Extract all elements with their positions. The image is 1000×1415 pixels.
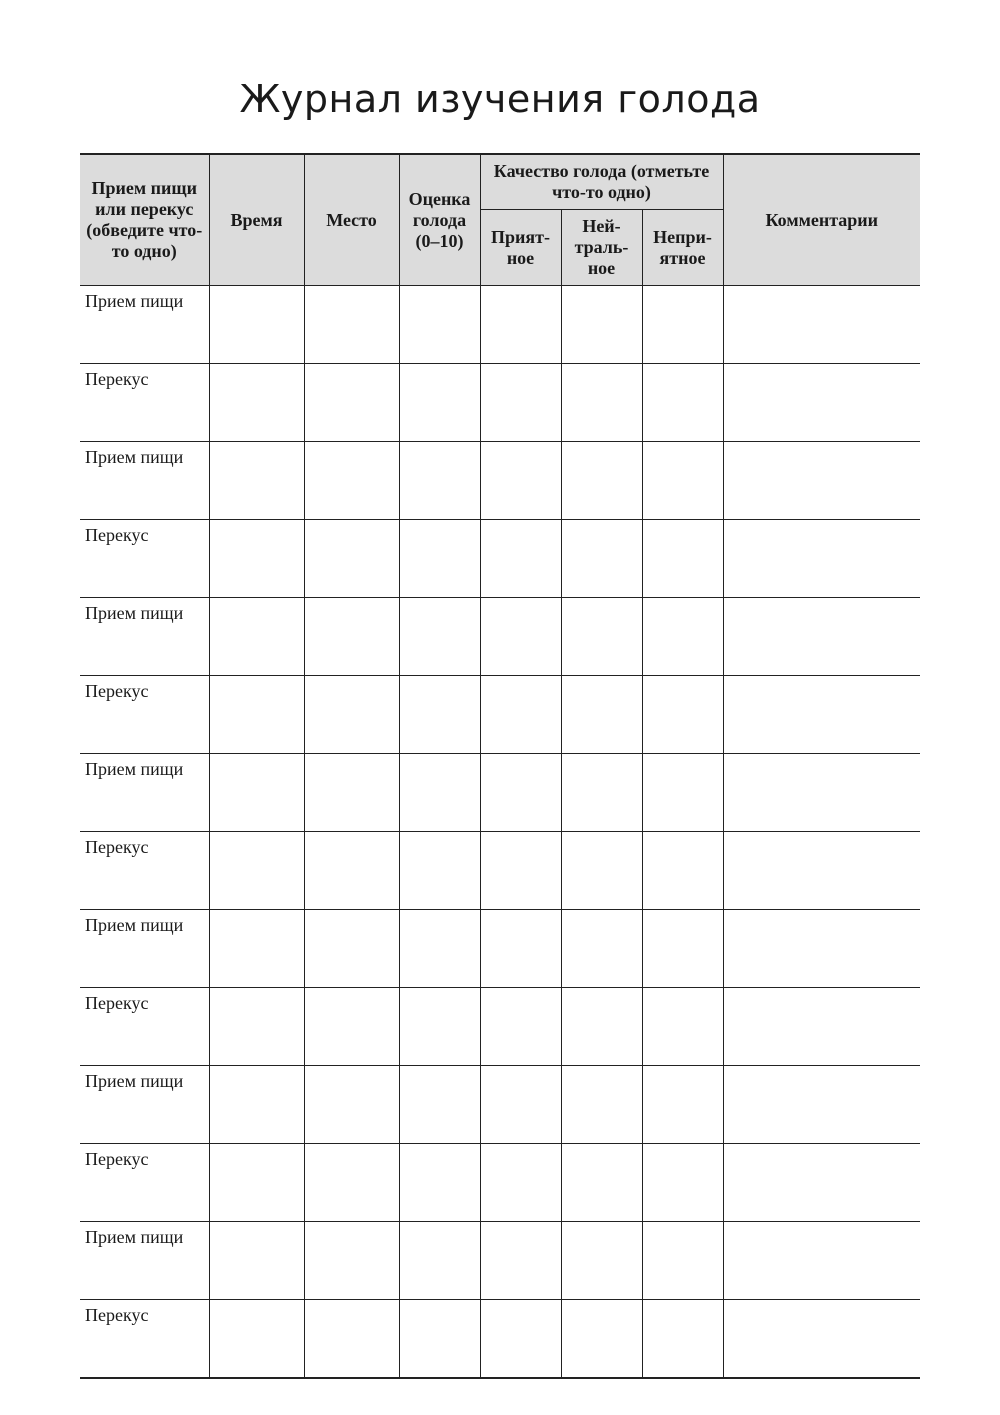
- rating-cell[interactable]: [399, 286, 480, 364]
- place-cell[interactable]: [304, 988, 399, 1066]
- table-row: [80, 1066, 920, 1144]
- header-meal-or-snack: Прием пищи или перекус (обведите что-то одно): [80, 154, 209, 286]
- comments-cell[interactable]: [723, 910, 920, 988]
- meal-type-cell: Прием пищи: [80, 1066, 209, 1144]
- rating-cell[interactable]: [399, 910, 480, 988]
- time-cell[interactable]: [209, 676, 304, 754]
- rating-cell[interactable]: [399, 988, 480, 1066]
- comments-cell[interactable]: [723, 676, 920, 754]
- meal-type-cell: Прием пищи: [80, 754, 209, 832]
- meal-type-cell: Перекус: [80, 520, 209, 598]
- header-pleasant: Прият-ное: [480, 210, 561, 286]
- place-cell[interactable]: [304, 1222, 399, 1300]
- place-cell[interactable]: [304, 1144, 399, 1222]
- table-row: [80, 1300, 920, 1379]
- table-row: [80, 832, 920, 910]
- time-cell[interactable]: [209, 754, 304, 832]
- comments-cell[interactable]: [723, 988, 920, 1066]
- pleasant-cell[interactable]: [480, 1222, 561, 1300]
- comments-cell[interactable]: [723, 1222, 920, 1300]
- place-cell[interactable]: [304, 364, 399, 442]
- time-cell[interactable]: [209, 364, 304, 442]
- meal-type-cell: Перекус: [80, 832, 209, 910]
- rating-cell[interactable]: [399, 598, 480, 676]
- comments-cell[interactable]: [723, 1144, 920, 1222]
- unpleasant-cell[interactable]: [642, 910, 723, 988]
- comments-cell[interactable]: [723, 286, 920, 364]
- rating-cell[interactable]: [399, 1144, 480, 1222]
- time-cell[interactable]: [209, 1144, 304, 1222]
- time-cell[interactable]: [209, 832, 304, 910]
- neutral-cell[interactable]: [561, 1144, 642, 1222]
- header-time: Время: [209, 154, 304, 286]
- place-cell[interactable]: [304, 598, 399, 676]
- log-body: [80, 286, 920, 1379]
- time-cell[interactable]: [209, 442, 304, 520]
- rating-cell[interactable]: [399, 754, 480, 832]
- rating-cell[interactable]: [399, 1300, 480, 1379]
- pleasant-cell[interactable]: [480, 676, 561, 754]
- time-cell[interactable]: [209, 598, 304, 676]
- place-cell[interactable]: [304, 754, 399, 832]
- table-row: [80, 1222, 920, 1300]
- unpleasant-cell[interactable]: [642, 520, 723, 598]
- pleasant-cell[interactable]: [480, 442, 561, 520]
- pleasant-cell[interactable]: [480, 520, 561, 598]
- rating-cell[interactable]: [399, 442, 480, 520]
- meal-type-cell: Перекус: [80, 988, 209, 1066]
- unpleasant-cell[interactable]: [642, 442, 723, 520]
- meal-type-cell: Перекус: [80, 364, 209, 442]
- comments-cell[interactable]: [723, 442, 920, 520]
- rating-cell[interactable]: [399, 520, 480, 598]
- place-cell[interactable]: [304, 1300, 399, 1379]
- table-row: [80, 286, 920, 364]
- neutral-cell[interactable]: [561, 832, 642, 910]
- meal-type-cell: Прием пищи: [80, 598, 209, 676]
- unpleasant-cell[interactable]: [642, 754, 723, 832]
- header-hunger-rating: Оценка голода (0–10): [399, 154, 480, 286]
- table-row: [80, 364, 920, 442]
- rating-cell[interactable]: [399, 832, 480, 910]
- unpleasant-cell[interactable]: [642, 676, 723, 754]
- neutral-cell[interactable]: [561, 1066, 642, 1144]
- table-row: [80, 520, 920, 598]
- pleasant-cell[interactable]: [480, 364, 561, 442]
- place-cell[interactable]: [304, 1066, 399, 1144]
- comments-cell[interactable]: [723, 364, 920, 442]
- header-neutral: Ней-траль-ное: [561, 210, 642, 286]
- comments-cell[interactable]: [723, 832, 920, 910]
- unpleasant-cell[interactable]: [642, 988, 723, 1066]
- pleasant-cell[interactable]: [480, 754, 561, 832]
- table-row: [80, 442, 920, 520]
- time-cell[interactable]: [209, 988, 304, 1066]
- place-cell[interactable]: [304, 910, 399, 988]
- unpleasant-cell[interactable]: [642, 832, 723, 910]
- rating-cell[interactable]: [399, 1222, 480, 1300]
- meal-type-cell: Прием пищи: [80, 1222, 209, 1300]
- unpleasant-cell[interactable]: [642, 1300, 723, 1379]
- table-row: [80, 910, 920, 988]
- table-row: [80, 754, 920, 832]
- comments-cell[interactable]: [723, 754, 920, 832]
- header-comments: Комментарии: [723, 154, 920, 286]
- unpleasant-cell[interactable]: [642, 364, 723, 442]
- pleasant-cell[interactable]: [480, 910, 561, 988]
- comments-cell[interactable]: [723, 1300, 920, 1379]
- page-title: Журнал изучения голода: [239, 77, 761, 121]
- header-unpleasant: Непри-ятное: [642, 210, 723, 286]
- table-row: [80, 1144, 920, 1222]
- table-row: [80, 598, 920, 676]
- table-row: [80, 676, 920, 754]
- neutral-cell[interactable]: [561, 520, 642, 598]
- neutral-cell[interactable]: [561, 676, 642, 754]
- time-cell[interactable]: [209, 520, 304, 598]
- pleasant-cell[interactable]: [480, 1300, 561, 1379]
- place-cell[interactable]: [304, 442, 399, 520]
- comments-cell[interactable]: [723, 598, 920, 676]
- header-place: Место: [304, 154, 399, 286]
- rating-cell[interactable]: [399, 1066, 480, 1144]
- comments-cell[interactable]: [723, 520, 920, 598]
- time-cell[interactable]: [209, 1300, 304, 1379]
- rating-cell[interactable]: [399, 676, 480, 754]
- place-cell[interactable]: [304, 832, 399, 910]
- pleasant-cell[interactable]: [480, 988, 561, 1066]
- unpleasant-cell[interactable]: [642, 598, 723, 676]
- hunger-log-table: [80, 153, 920, 1379]
- neutral-cell[interactable]: [561, 598, 642, 676]
- meal-type-cell: Перекус: [80, 1300, 209, 1379]
- unpleasant-cell[interactable]: [642, 1222, 723, 1300]
- time-cell[interactable]: [209, 286, 304, 364]
- neutral-cell[interactable]: [561, 988, 642, 1066]
- pleasant-cell[interactable]: [480, 286, 561, 364]
- neutral-cell[interactable]: [561, 286, 642, 364]
- unpleasant-cell[interactable]: [642, 286, 723, 364]
- rating-cell[interactable]: [399, 364, 480, 442]
- pleasant-cell[interactable]: [480, 1144, 561, 1222]
- neutral-cell[interactable]: [561, 364, 642, 442]
- place-cell[interactable]: [304, 286, 399, 364]
- table-row: [80, 988, 920, 1066]
- pleasant-cell[interactable]: [480, 832, 561, 910]
- neutral-cell[interactable]: [561, 910, 642, 988]
- neutral-cell[interactable]: [561, 754, 642, 832]
- unpleasant-cell[interactable]: [642, 1066, 723, 1144]
- place-cell[interactable]: [304, 676, 399, 754]
- time-cell[interactable]: [209, 1222, 304, 1300]
- neutral-cell[interactable]: [561, 1222, 642, 1300]
- time-cell[interactable]: [209, 910, 304, 988]
- pleasant-cell[interactable]: [480, 598, 561, 676]
- pleasant-cell[interactable]: [480, 1066, 561, 1144]
- meal-type-cell: Прием пищи: [80, 442, 209, 520]
- place-cell[interactable]: [304, 520, 399, 598]
- meal-type-cell: Прием пищи: [80, 286, 209, 364]
- meal-type-cell: Перекус: [80, 1144, 209, 1222]
- meal-type-cell: Перекус: [80, 676, 209, 754]
- comments-cell[interactable]: [723, 1066, 920, 1144]
- time-cell[interactable]: [209, 1066, 304, 1144]
- neutral-cell[interactable]: [561, 1300, 642, 1379]
- meal-type-cell: Прием пищи: [80, 910, 209, 988]
- unpleasant-cell[interactable]: [642, 1144, 723, 1222]
- header-hunger-quality: Качество голода (отметьте что-то одно): [480, 154, 723, 210]
- neutral-cell[interactable]: [561, 442, 642, 520]
